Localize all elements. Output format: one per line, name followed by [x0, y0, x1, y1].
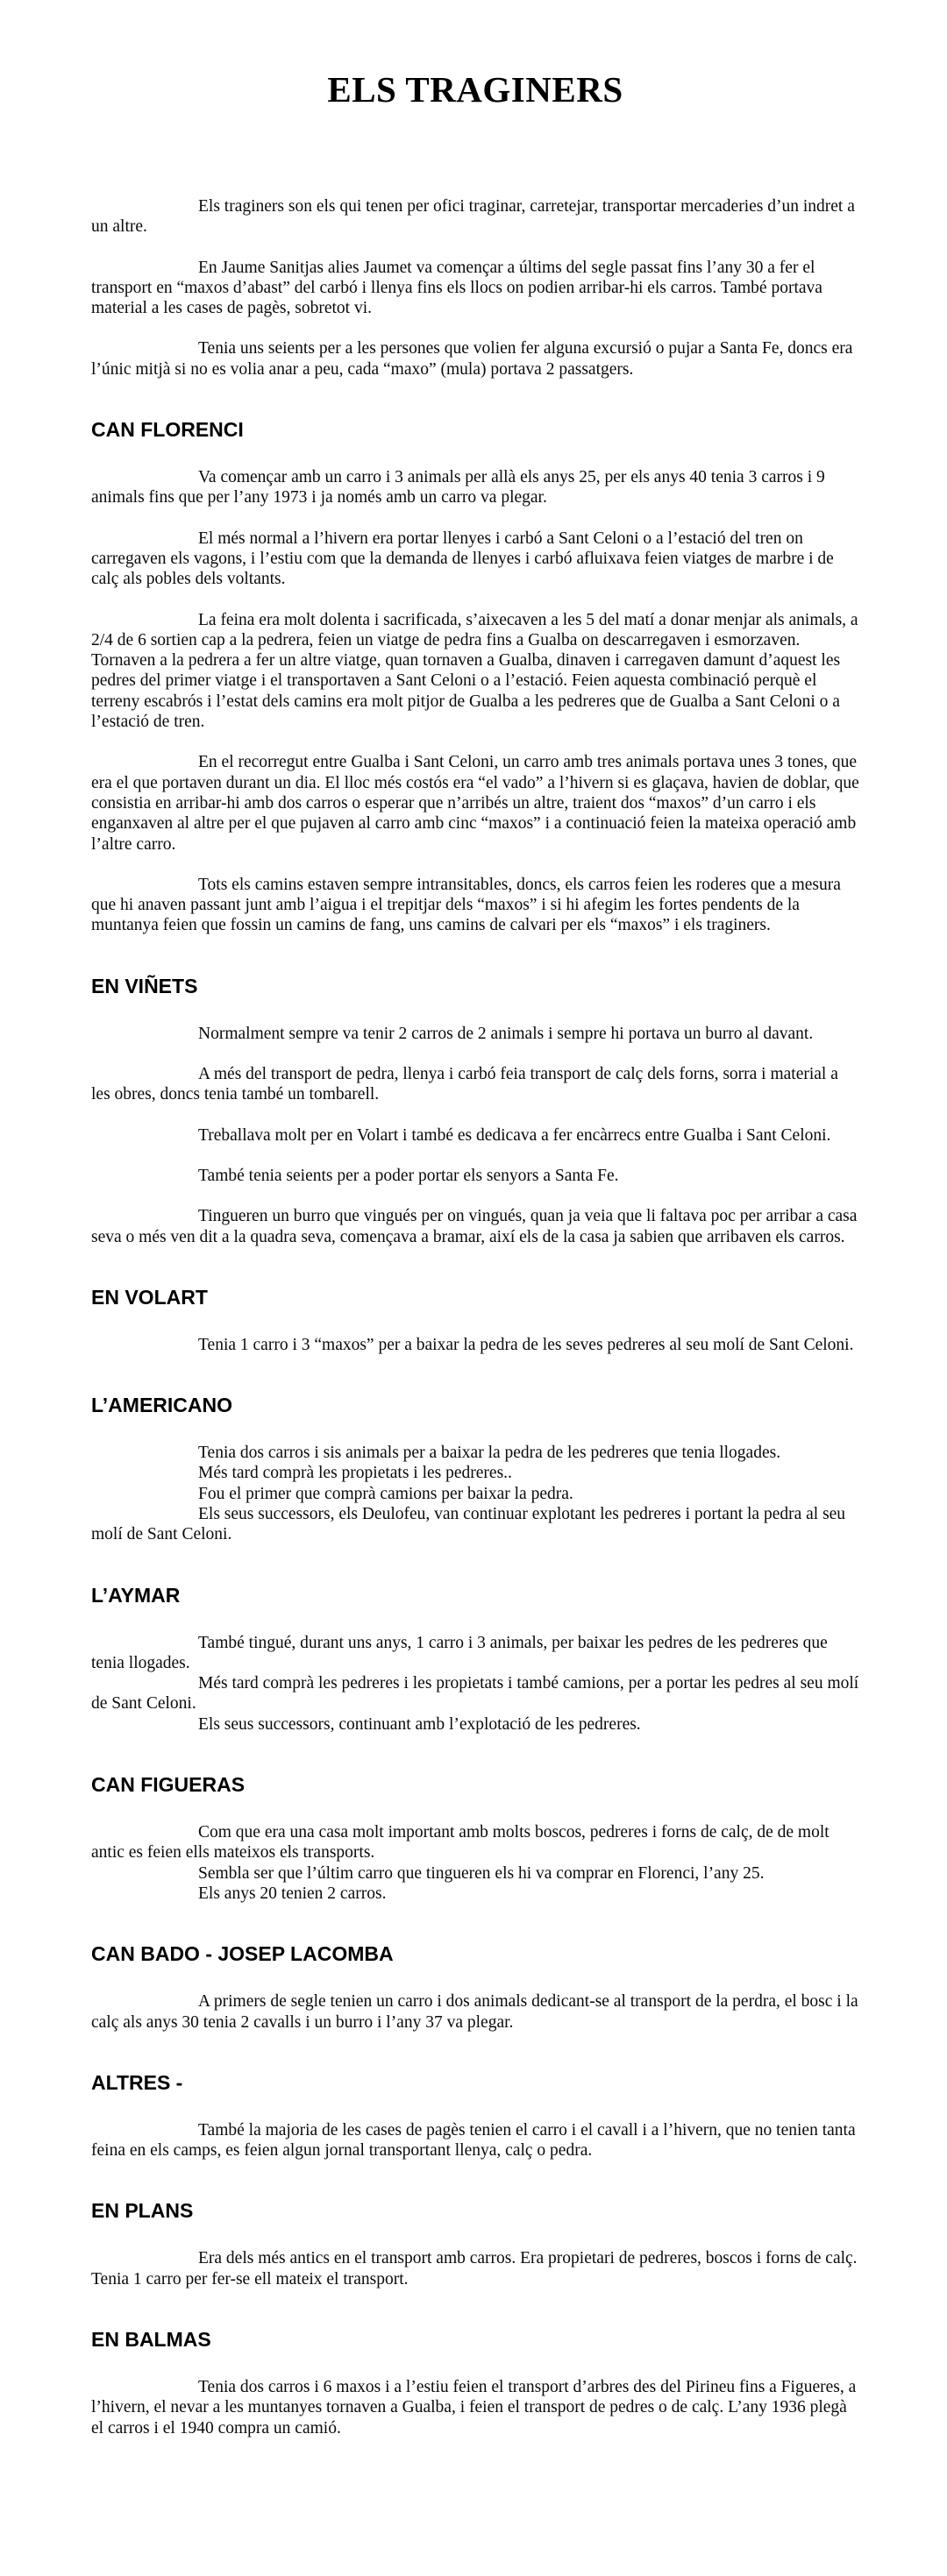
paragraph: La feina era molt dolenta i sacrificada, s’aixecaven a les 5 del matí a donar menjar als animals, a 2/4 de 6 sortien cap a la pedrera, feien un viatge de pedra fins a Gualba on descarregaven i esmorzaven. Tornaven a la pedrera a fer un altre viatge, quan tornaven a Gualba, dinaven i carregaven damunt d’aquest les pedres del primer viatge i el transportaven a Sant Celoni o a l’estació. Feien aquesta combinació perquè el terreny escabrós i l’estat dels camins era molt pitjor de Gualba a les pedreres que de Gualba a Sant Celoni o a l’estació de tren.: [91, 610, 858, 732]
section-heading-altres: ALTRES -: [91, 2070, 183, 2094]
text-line: Fou el primer que comprà camions per baixar la pedra.: [198, 1484, 573, 1503]
section-heading-can-bado: CAN BADO - JOSEP LACOMBA: [91, 1942, 394, 1966]
paragraph: També la majoria de les cases de pagès tenien el carro i el cavall i a l’hivern, que no tenien tanta feina en els camps, es feien algun jornal transportant llenya, calç o pedra.: [91, 2120, 856, 2161]
paragraph: A més del transport de pedra, llenya i carbó feia transport de calç dels forns, sorra i material a les obres, doncs tenia també un tombarell.: [91, 1065, 838, 1104]
paragraph: En el recorregut entre Gualba i Sant Celoni, un carro amb tres animals portava unes 3 tones, que era el que portaven durant un dia. El lloc més costós era “el vado” a l’hivern si es glaçava, havien de doblar, que consistia en arribar-hi amb dos carros o esperar que n’arribés un altre, traient dos “maxos” d’un carro i els enganxaven al altre per el que pujaven al carro amb cinc “maxos” i a continuació feien la mateixa operació amb l’altre carro.: [91, 753, 859, 854]
paragraph: També tenia seients per a poder portar els senyors a Santa Fe.: [198, 1166, 619, 1185]
section-heading-americano: L’AMERICANO: [91, 1394, 232, 1417]
text-line: També tingué, durant uns anys, 1 carro i 3 animals, per baixar les pedres de les pedreres que tenia llogades.: [91, 1633, 828, 1672]
paragraph: Els traginers son els qui tenen per ofici traginar, carretejar, transportar mercaderies d’un indret a un altre.: [91, 197, 855, 237]
text-line: Tenia dos carros i sis animals per a baixar la pedra de les pedreres que tenia llogades.: [198, 1444, 781, 1463]
text-line: Els anys 20 tenien 2 carros.: [198, 1884, 387, 1903]
paragraph: A primers de segle tenien un carro i dos animals dedicant-se al transport de la perdra, el bosc i la calç als anys 30 tenia 2 cavalls i un burro i l’any 37 va plegar.: [91, 1992, 858, 2032]
paragraph: Tingueren un burro que vingués per on vingués, quan ja veia que li faltava poc per arribar a casa seva o més ven dit a la quadra seva, començava a bramar, així els de la casa ja sabien que arribaven els carros.: [91, 1207, 858, 1246]
paragraph: Tenia uns seients per a les persones que volien fer alguna excursió o pujar a Santa Fe, doncs era l’únic mitjà si no es volia anar a peu, cada “maxo” (mula) portava 2 passatgers.: [91, 339, 853, 379]
paragraph: En Jaume Sanitjas alies Jaumet va començar a últims del segle passat fins l’any 30 a fer el transport en “maxos d’abast” del carbó i llenya fins els llocs on podien arribar-hi els carros. També portava material a les cases de pagès, sobretot vi.: [91, 258, 822, 318]
text-line: Els seus successors, continuant amb l’explotació de les pedreres.: [198, 1714, 641, 1734]
paragraph: Era dels més antics en el transport amb carros. Era propietari de pedreres, boscos i forns de calç. Tenia 1 carro per fer-se ell mateix el transport.: [91, 2249, 858, 2289]
paragraph: Tots els camins estaven sempre intransitables, doncs, els carros feien les roderes que a mesura que hi anaven passant junt amb l’aigua i el trepitjar dels “maxos” i si hi afegim les fortes pendents de la muntanya feien que fossin un camins de fang, uns camins de calvari per els “maxos” i els traginers.: [91, 875, 841, 935]
section-heading-aymar: L’AYMAR: [91, 1583, 181, 1607]
paragraph: Tenia dos carros i 6 maxos i a l’estiu feien el transport d’arbres des del Pirineu fins a Figueres, a l’hivern, el nevar a les muntanyes tornaven a Gualba, i feien el transport de pedres o de calç. L’any 1936 plegà el carros i el 1940 compra un camió.: [91, 2378, 857, 2438]
text-line: Més tard comprà les propietats i les pedreres..: [198, 1464, 512, 1483]
paragraph: El més normal a l’hivern era portar llenyes i carbó a Sant Celoni o a l’estació del tren on carregaven els vagons, i l’estiu com que la demanda de llenyes i carbó afluixava feien viatges de marbre i de calç als pobles dels voltants.: [91, 529, 834, 589]
section-heading-can-florenci: CAN FLORENCI: [91, 418, 244, 442]
section-heading-en-vinets: EN VIÑETS: [91, 974, 198, 997]
paragraph: Normalment sempre va tenir 2 carros de 2 animals i sempre hi portava un burro al davant.: [198, 1024, 814, 1043]
paragraph: Va començar amb un carro i 3 animals per allà els anys 25, per els anys 40 tenia 3 carros i 9 animals fins que per l’any 1973 i ja només amb un carro va plegar.: [91, 468, 825, 507]
text-line: Com que era una casa molt important amb molts boscos, pedreres i forns de calç, de de molt antic es feien ells mateixos els transports.: [91, 1823, 830, 1863]
text-line: Més tard comprà les pedreres i les propietats i també camions, per a portar les pedres al seu molí de Sant Celoni.: [91, 1674, 859, 1714]
paragraph: Treballava molt per en Volart i també es dedicava a fer encàrrecs entre Gualba i Sant Celoni.: [198, 1125, 831, 1145]
text-line: Sembla ser que l’últim carro que tingueren els hi va comprar en Florenci, l’any 25.: [198, 1863, 765, 1883]
section-heading-can-figueras: CAN FIGUERAS: [91, 1773, 246, 1797]
section-heading-en-plans: EN PLANS: [91, 2199, 194, 2223]
section-heading-en-volart: EN VOLART: [91, 1285, 208, 1309]
paragraph: Tenia 1 carro i 3 “maxos” per a baixar la pedra de les seves pedreres al seu molí de Sant Celoni.: [198, 1335, 854, 1354]
document-title: ELS TRAGINERS: [327, 69, 623, 110]
section-heading-en-balmas: EN BALMAS: [91, 2328, 211, 2352]
text-line: Els seus successors, els Deulofeu, van continuar explotant les pedreres i portant la pedra al seu molí de Sant Celoni.: [91, 1504, 846, 1544]
